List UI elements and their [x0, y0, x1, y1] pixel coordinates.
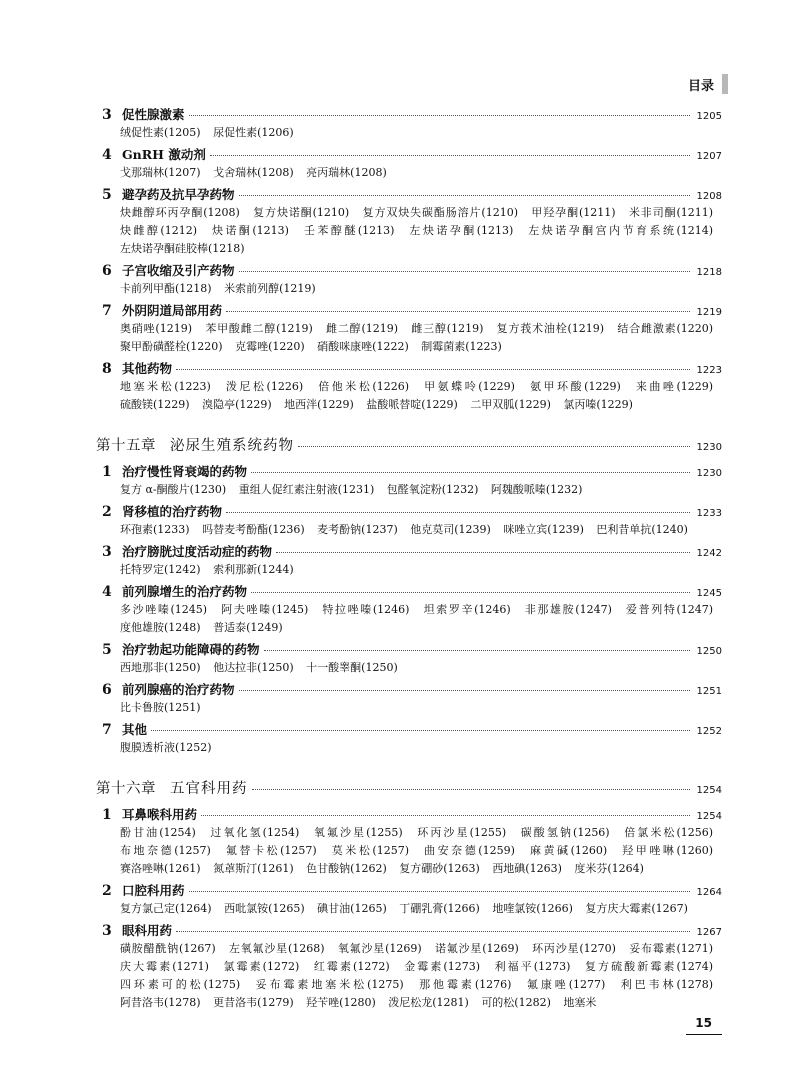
drug-entry[interactable]: 米非司酮(1211) — [628, 206, 714, 219]
drug-entry[interactable]: 包醛氧淀粉(1232) — [386, 483, 479, 496]
chapter-title: 泌尿生殖系统药物 — [170, 438, 294, 454]
section-heading[interactable] — [96, 105, 722, 124]
drug-entry[interactable]: 阿夫唑嗪(1245) — [221, 603, 309, 616]
drug-entry[interactable]: 特拉唑嗪(1246) — [322, 603, 410, 616]
section-number: 1 — [102, 807, 112, 823]
drug-entry[interactable]: 麦考酚钠(1237) — [317, 523, 398, 536]
drug-entry[interactable]: 炔雌醇(1212) — [120, 224, 197, 237]
drug-entry[interactable]: 地塞米松(1223) — [120, 380, 211, 393]
section-number: 6 — [102, 263, 112, 279]
section-page: 1250 — [696, 646, 722, 657]
drug-entry[interactable]: 金霉素(1273) — [404, 960, 480, 973]
section-page: 1251 — [696, 686, 722, 697]
drug-entry[interactable]: 利福平(1273) — [494, 960, 571, 973]
drug-entry[interactable]: 环丙沙星(1270) — [532, 942, 616, 955]
drug-entry[interactable]: 过氧化氢(1254) — [210, 826, 300, 839]
section-title: GnRH 激动剂 — [122, 147, 206, 162]
section-title: 子宫收缩及引产药物 — [122, 263, 235, 278]
entry-list — [96, 699, 722, 717]
drug-entry[interactable]: 雌二醇(1219) — [326, 322, 399, 335]
drug-entry[interactable]: 卡前列甲酯(1218) — [120, 282, 212, 295]
drug-entry[interactable]: 利巴韦林(1278) — [620, 978, 714, 991]
drug-entry[interactable]: 布地奈德(1257) — [120, 844, 211, 857]
dot-leader — [226, 311, 690, 312]
section-number: 8 — [102, 361, 112, 377]
page-number: 15 — [695, 1016, 712, 1030]
section-number: 4 — [102, 584, 112, 600]
entry-list — [96, 204, 722, 258]
drug-entry[interactable]: 左炔诺孕酮硅胶棒(1218) — [120, 242, 245, 255]
section-page: 1233 — [696, 508, 722, 519]
section-heading[interactable] — [96, 640, 722, 659]
entry-list — [96, 900, 722, 918]
dot-leader — [298, 446, 690, 447]
drug-entry[interactable]: 复方硼砂(1263) — [399, 862, 480, 875]
section-title: 治疗膀胱过度活动症的药物 — [122, 544, 273, 559]
drug-entry[interactable]: 麻黄碱(1260) — [529, 844, 608, 857]
drug-entry[interactable]: 索利那新(1244) — [213, 563, 294, 576]
drug-entry[interactable]: 制霉菌素(1223) — [421, 340, 502, 353]
drug-entry[interactable]: 泼尼松(1226) — [225, 380, 304, 393]
drug-entry[interactable]: 度米芬(1264) — [574, 862, 644, 875]
entry-list — [96, 521, 722, 539]
entry-list — [96, 378, 722, 414]
section-number: 3 — [102, 923, 112, 939]
drug-entry[interactable]: 碘甘油(1265) — [317, 902, 387, 915]
section-title: 其他 — [122, 722, 148, 737]
section-number: 5 — [102, 642, 112, 658]
entry-list — [96, 561, 722, 579]
drug-entry[interactable]: 度他雄胺(1248) — [120, 621, 201, 634]
drug-entry[interactable]: 奥硝唑(1219) — [120, 322, 192, 335]
drug-entry[interactable]: 比卡鲁胺(1251) — [120, 701, 201, 714]
drug-entry[interactable]: 十一酸睾酮(1250) — [306, 661, 398, 674]
chapter-heading[interactable] — [96, 777, 722, 803]
drug-entry[interactable]: 炔诺酮(1213) — [211, 224, 289, 237]
dot-leader — [251, 472, 690, 473]
drug-entry[interactable]: 复方炔诺酮(1210) — [253, 206, 350, 219]
entry-list — [96, 320, 722, 356]
section-heading[interactable] — [96, 921, 722, 940]
section-page: 1208 — [696, 191, 722, 202]
section-page: 1245 — [696, 588, 722, 599]
drug-entry[interactable]: 重组人促红素注射液(1231) — [238, 483, 375, 496]
entry-list — [96, 481, 722, 499]
drug-entry[interactable]: 赛洛唑啉(1261) — [120, 862, 201, 875]
section-heading[interactable] — [96, 301, 722, 320]
dot-leader — [210, 155, 690, 156]
drug-entry[interactable]: 倍氯米松(1256) — [624, 826, 714, 839]
drug-entry[interactable]: 氮䓬斯汀(1261) — [213, 862, 294, 875]
section-title: 眼科用药 — [122, 923, 173, 938]
section-number: 1 — [102, 464, 112, 480]
drug-entry[interactable]: 氧氟沙星(1269) — [337, 942, 422, 955]
dot-leader — [239, 271, 690, 272]
drug-entry[interactable]: 复方硫酸新霉素(1274) — [584, 960, 714, 973]
section-page: 1223 — [696, 365, 722, 376]
section-number: 3 — [102, 544, 112, 560]
drug-entry[interactable]: 庆大霉素(1271) — [120, 960, 209, 973]
section-page: 1207 — [696, 151, 722, 162]
dot-leader — [226, 512, 690, 513]
drug-entry[interactable]: 壬苯醇醚(1213) — [303, 224, 395, 237]
drug-entry[interactable]: 复方莪术油栓(1219) — [496, 322, 605, 335]
chapter-page: 1254 — [696, 785, 722, 796]
section-heading[interactable] — [96, 881, 722, 900]
section-title: 前列腺增生的治疗药物 — [122, 584, 248, 599]
section-heading[interactable] — [96, 805, 722, 824]
section-page: 1205 — [696, 111, 722, 122]
drug-entry[interactable]: 坦索罗辛(1246) — [423, 603, 511, 616]
section-title: 避孕药及抗早孕药物 — [122, 187, 235, 202]
drug-entry[interactable]: 二甲双胍(1229) — [470, 398, 551, 411]
drug-entry[interactable]: 苯甲酸雌二醇(1219) — [205, 322, 313, 335]
drug-entry[interactable]: 米索前列醇(1219) — [224, 282, 316, 295]
section-page: 1218 — [696, 267, 722, 278]
drug-entry[interactable]: 复方氯己定(1264) — [120, 902, 212, 915]
drug-entry[interactable]: 诺氟沙星(1269) — [435, 942, 519, 955]
drug-entry[interactable]: 戈那瑞林(1207) — [120, 166, 201, 179]
section-heading[interactable] — [96, 185, 722, 204]
section-heading[interactable] — [96, 145, 722, 164]
drug-entry[interactable]: 炔雌醇环丙孕酮(1208) — [120, 206, 240, 219]
section-number: 5 — [102, 187, 112, 203]
drug-entry[interactable]: 阿昔洛韦(1278) — [120, 996, 201, 1009]
section-page: 1267 — [696, 927, 722, 938]
drug-entry[interactable]: 多沙唑嗪(1245) — [120, 603, 208, 616]
section-title: 治疗勃起功能障碍的药物 — [122, 642, 260, 657]
drug-entry[interactable]: 妥布霉素(1271) — [629, 942, 714, 955]
drug-entry[interactable]: 硝酸咪康唑(1222) — [317, 340, 409, 353]
drug-entry[interactable]: 色甘酸钠(1262) — [306, 862, 387, 875]
section-number: 3 — [102, 107, 112, 123]
section-number: 6 — [102, 682, 112, 698]
drug-entry[interactable]: 结合雌激素(1220) — [617, 322, 714, 335]
drug-entry[interactable]: 地喹氯铵(1266) — [492, 902, 573, 915]
section-page: 1219 — [696, 307, 722, 318]
section-number: 7 — [102, 303, 112, 319]
drug-entry[interactable]: 地西泮(1229) — [284, 398, 354, 411]
header-bar — [722, 74, 728, 94]
header-label: 目录 — [687, 78, 714, 94]
drug-entry[interactable]: 磺胺醋酰钠(1267) — [120, 942, 216, 955]
drug-entry[interactable]: 来曲唑(1229) — [635, 380, 714, 393]
section-number: 7 — [102, 722, 112, 738]
section-number: 2 — [102, 883, 112, 899]
section-page: 1252 — [696, 726, 722, 737]
drug-entry[interactable]: 吗替麦考酚酯(1236) — [202, 523, 305, 536]
section-heading[interactable] — [96, 359, 722, 378]
dot-leader — [239, 690, 690, 691]
drug-entry[interactable]: 泼尼松龙(1281) — [388, 996, 469, 1009]
section-title: 其他药物 — [122, 361, 173, 376]
drug-entry[interactable]: 氟康唑(1277) — [526, 978, 606, 991]
section-heading[interactable] — [96, 720, 722, 739]
section-title: 耳鼻喉科用药 — [122, 807, 198, 822]
section-heading[interactable] — [96, 582, 722, 601]
entry-list — [96, 940, 722, 1012]
drug-entry[interactable]: 碳酸氢钠(1256) — [520, 826, 610, 839]
drug-entry[interactable]: 复方 α-酮酸片(1230) — [120, 483, 227, 496]
drug-entry[interactable]: 更昔洛韦(1279) — [213, 996, 294, 1009]
drug-entry[interactable]: 地塞米 — [563, 996, 597, 1009]
drug-entry[interactable]: 复方双炔失碳酯肠溶片(1210) — [362, 206, 519, 219]
chapter-heading[interactable] — [96, 434, 722, 460]
entry-list — [96, 164, 722, 182]
running-header — [688, 72, 728, 96]
drug-entry[interactable]: 他达拉非(1250) — [213, 661, 294, 674]
section-number: 4 — [102, 147, 112, 163]
drug-entry[interactable]: 甲羟孕酮(1211) — [531, 206, 616, 219]
section-heading[interactable] — [96, 462, 722, 481]
drug-entry[interactable]: 那他霉素(1276) — [419, 978, 512, 991]
drug-entry[interactable]: 氨甲环酸(1229) — [529, 380, 621, 393]
drug-entry[interactable]: 环丙沙星(1255) — [417, 826, 507, 839]
drug-entry[interactable]: 托特罗定(1242) — [120, 563, 201, 576]
drug-entry[interactable]: 戈舍瑞林(1208) — [213, 166, 294, 179]
drug-entry[interactable]: 腹膜透析液(1252) — [120, 741, 212, 754]
drug-entry[interactable]: 爱普列特(1247) — [626, 603, 714, 616]
drug-entry[interactable]: 酚甘油(1254) — [120, 826, 196, 839]
drug-entry[interactable]: 氟替卡松(1257) — [225, 844, 317, 857]
drug-entry[interactable]: 四环素可的松(1275) — [120, 978, 241, 991]
drug-entry[interactable]: 左炔诺孕酮宫内节育系统(1214) — [528, 224, 714, 237]
section-page: 1242 — [696, 548, 722, 559]
drug-entry[interactable]: 普适泰(1249) — [213, 621, 283, 634]
drug-entry[interactable]: 尿促性素(1206) — [213, 126, 294, 139]
drug-entry[interactable]: 咪唑立宾(1239) — [503, 523, 584, 536]
dot-leader — [176, 369, 690, 370]
entry-list — [96, 280, 722, 298]
section-title: 外阴阴道局部用药 — [122, 303, 223, 318]
drug-entry[interactable]: 巴利昔单抗(1240) — [596, 523, 688, 536]
section-title: 治疗慢性肾衰竭的药物 — [122, 464, 248, 479]
dot-leader — [264, 650, 690, 651]
section-heading[interactable] — [96, 542, 722, 561]
section-heading[interactable] — [96, 261, 722, 280]
section-number: 2 — [102, 504, 112, 520]
section-title: 口腔科用药 — [122, 883, 185, 898]
drug-entry[interactable]: 左氧氟沙星(1268) — [228, 942, 325, 955]
drug-entry[interactable]: 克霉唑(1220) — [235, 340, 305, 353]
drug-entry[interactable]: 复方庆大霉素(1267) — [585, 902, 688, 915]
section-heading[interactable] — [96, 502, 722, 521]
section-title: 肾移植的治疗药物 — [122, 504, 223, 519]
dot-leader — [252, 789, 691, 790]
drug-entry[interactable]: 羟甲唑啉(1260) — [622, 844, 714, 857]
drug-entry[interactable]: 环孢素(1233) — [120, 523, 190, 536]
drug-entry[interactable]: 氯丙嗪(1229) — [563, 398, 633, 411]
section-title: 前列腺癌的治疗药物 — [122, 682, 235, 697]
drug-entry[interactable]: 妥布霉素地塞米松(1275) — [255, 978, 404, 991]
section-page: 1230 — [696, 468, 722, 479]
drug-entry[interactable]: 溴隐亭(1229) — [202, 398, 272, 411]
entry-list — [96, 739, 722, 757]
drug-entry[interactable]: 西吡氯铵(1265) — [224, 902, 305, 915]
entry-list — [96, 824, 722, 878]
drug-entry[interactable]: 硫酸镁(1229) — [120, 398, 190, 411]
chapter-label: 第十六章 — [96, 781, 156, 797]
dot-leader — [201, 815, 690, 816]
entry-list — [96, 124, 722, 142]
footer-rule — [686, 1034, 722, 1035]
dot-leader — [239, 195, 690, 196]
dot-leader — [189, 891, 690, 892]
drug-entry[interactable]: 西地碘(1263) — [492, 862, 562, 875]
drug-entry[interactable]: 非那雄胺(1247) — [524, 603, 612, 616]
drug-entry[interactable]: 他克莫司(1239) — [410, 523, 491, 536]
drug-entry[interactable]: 盐酸哌替啶(1229) — [366, 398, 458, 411]
drug-entry[interactable]: 甲氨蝶呤(1229) — [424, 380, 515, 393]
dot-leader — [151, 730, 690, 731]
drug-entry[interactable]: 羟苄唑(1280) — [306, 996, 376, 1009]
table-of-contents — [96, 103, 722, 1015]
chapter-label: 第十五章 — [96, 438, 156, 454]
section-page: 1264 — [696, 887, 722, 898]
dot-leader — [276, 552, 690, 553]
drug-entry[interactable]: 聚甲酚磺醛栓(1220) — [120, 340, 223, 353]
dot-leader — [251, 592, 690, 593]
entry-list — [96, 659, 722, 677]
dot-leader — [189, 115, 690, 116]
drug-entry[interactable]: 亮丙瑞林(1208) — [306, 166, 387, 179]
chapter-title: 五官科用药 — [170, 781, 248, 797]
drug-entry[interactable]: 红霉素(1272) — [313, 960, 390, 973]
drug-entry[interactable]: 可的松(1282) — [481, 996, 551, 1009]
drug-entry[interactable]: 阿魏酸哌嗪(1232) — [490, 483, 583, 496]
section-page: 1254 — [696, 811, 722, 822]
entry-list — [96, 601, 722, 637]
drug-entry[interactable]: 丁硼乳膏(1266) — [399, 902, 480, 915]
drug-entry[interactable]: 氧氟沙星(1255) — [313, 826, 403, 839]
section-title: 促性腺激素 — [122, 107, 185, 122]
drug-entry[interactable]: 左炔诺孕酮(1213) — [409, 224, 514, 237]
section-heading[interactable] — [96, 680, 722, 699]
drug-entry[interactable]: 氯霉素(1272) — [223, 960, 300, 973]
drug-entry[interactable]: 倍他米松(1226) — [318, 380, 409, 393]
drug-entry[interactable]: 绒促性素(1205) — [120, 126, 201, 139]
drug-entry[interactable]: 曲安奈德(1259) — [424, 844, 515, 857]
drug-entry[interactable]: 莫米松(1257) — [331, 844, 409, 857]
drug-entry[interactable]: 雌三醇(1219) — [411, 322, 484, 335]
drug-entry[interactable]: 西地那非(1250) — [120, 661, 201, 674]
chapter-page: 1230 — [696, 442, 722, 453]
dot-leader — [176, 931, 690, 932]
